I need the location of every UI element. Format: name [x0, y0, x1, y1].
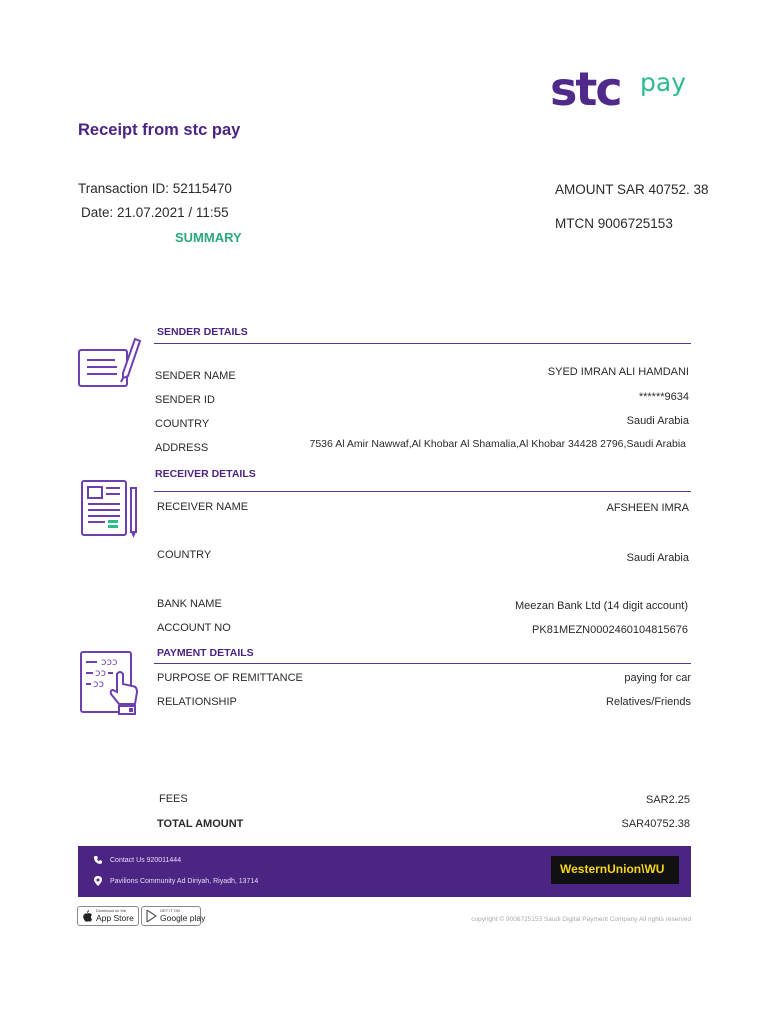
- purpose-label: PURPOSE OF REMITTANCE: [157, 672, 303, 684]
- svg-text:ɔɔɔ: ɔɔɔ: [101, 657, 118, 668]
- relationship-value: Relatives/Friends: [606, 696, 691, 708]
- transaction-date: Date: 21.07.2021 / 11:55: [81, 205, 229, 220]
- logo-suffix: pay: [640, 68, 686, 97]
- fees-label: FEES: [159, 793, 188, 805]
- bank-name-label: BANK NAME: [157, 598, 222, 610]
- payment-section-title: PAYMENT DETAILS: [157, 647, 254, 659]
- western-union-text: WesternUnion\WU: [560, 862, 665, 876]
- summary-heading: SUMMARY: [175, 230, 242, 245]
- mtcn: MTCN 9006725153: [555, 216, 673, 231]
- app-store-badge[interactable]: [77, 906, 139, 926]
- cheque-signature-icon: [77, 336, 145, 392]
- sender-section-title: SENDER DETAILS: [157, 326, 248, 338]
- account-no-value: PK81MEZN0002460104815676: [532, 624, 688, 636]
- google-play-badge[interactable]: [141, 906, 206, 926]
- svg-text:ɔɔ: ɔɔ: [93, 679, 104, 690]
- page-title: Receipt from stc pay: [78, 121, 241, 139]
- sender-id-label: SENDER ID: [155, 394, 215, 406]
- google-play-big-text: Google play: [160, 913, 206, 923]
- account-no-label: ACCOUNT NO: [157, 622, 231, 634]
- logo-brand: stc: [550, 62, 621, 116]
- transaction-id: Transaction ID: 52115470: [78, 181, 232, 196]
- total-amount-label: TOTAL AMOUNT: [157, 818, 244, 830]
- app-store-small-text: Download on the: [96, 908, 127, 913]
- sender-name-label: SENDER NAME: [155, 370, 236, 382]
- contact-text[interactable]: Contact Us 920011444: [110, 857, 182, 864]
- sender-address-label: ADDRESS: [155, 442, 209, 454]
- app-store-big-text: App Store: [96, 913, 134, 923]
- bank-name-value: Meezan Bank Ltd (14 digit account): [514, 600, 688, 612]
- fees-value: SAR2.25: [645, 794, 690, 806]
- transaction-amount: AMOUNT SAR 40752. 38: [555, 182, 709, 197]
- apple-icon: [82, 910, 93, 922]
- sender-address-value: 7536 Al Amir Nawwaf,Al Khobar Al Shamalia,Al Khobar 34428 2796,Saudi Arabia: [309, 438, 686, 450]
- receiver-country-label: COUNTRY: [157, 549, 212, 561]
- receiver-name-label: RECEIVER NAME: [157, 501, 249, 513]
- relationship-label: RELATIONSHIP: [157, 696, 237, 708]
- sender-divider: [154, 343, 691, 344]
- phone-icon: [93, 855, 103, 865]
- document-form-icon: [79, 478, 141, 540]
- receiver-name-value: AFSHEEN IMRA: [606, 502, 689, 514]
- footer-bar: [78, 846, 691, 897]
- location-pin-icon: [94, 876, 102, 886]
- sender-country-value: Saudi Arabia: [626, 415, 689, 427]
- address-text: Pavilions Community Ad Diriyah, Riyadh, 13714: [110, 878, 259, 885]
- receiver-country-value: Saudi Arabia: [626, 552, 689, 564]
- total-amount-value: SAR40752.38: [621, 818, 690, 830]
- svg-text:ɔɔ: ɔɔ: [95, 668, 106, 679]
- copyright-text: copyright © 9006725153 Saudi Digital Payment Company All rights reserved: [471, 916, 691, 923]
- google-play-icon: [146, 910, 157, 922]
- western-union-logo: [551, 856, 679, 884]
- stc-pay-logo: [550, 62, 700, 116]
- purpose-value: paying for car: [624, 672, 691, 684]
- sender-id-value: ******9634: [638, 391, 689, 403]
- sender-name-value: SYED IMRAN ALI HAMDANI: [547, 366, 689, 378]
- sender-country-label: COUNTRY: [155, 418, 210, 430]
- receiver-divider: [154, 491, 691, 492]
- payment-divider: [154, 663, 691, 664]
- payment-touch-icon: [79, 650, 145, 716]
- google-play-small-text: GET IT ON: [160, 908, 180, 913]
- receiver-section-title: RECEIVER DETAILS: [155, 468, 256, 480]
